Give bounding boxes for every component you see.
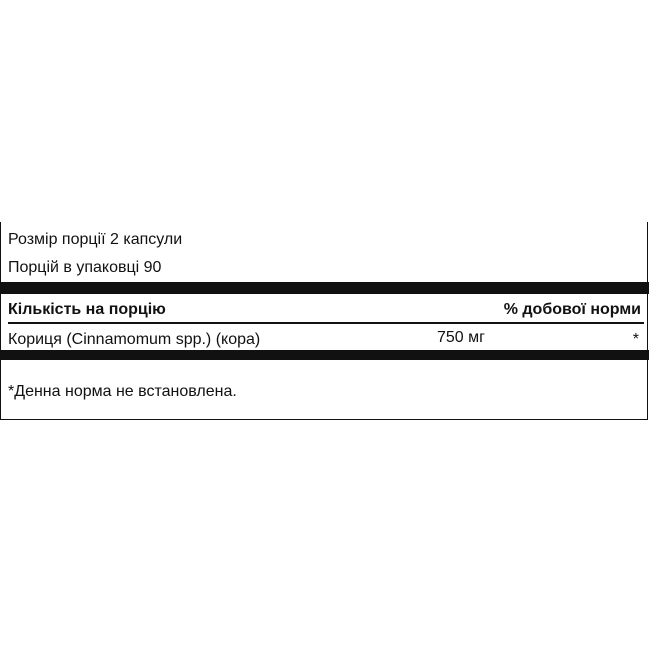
serving-size: Розмір порції 2 капсули — [8, 231, 183, 248]
thick-divider-bottom — [1, 350, 649, 360]
ingredient-dv: * — [632, 331, 639, 348]
ingredient-name: Кориця (Cinnamomum spp.) (кора) — [8, 331, 261, 348]
ingredient-amount: 750 мг — [437, 329, 485, 346]
supplement-facts-panel — [0, 222, 648, 420]
amount-per-serving-header: Кількість на порцію — [8, 301, 166, 318]
header-divider — [8, 322, 644, 324]
thick-divider-top — [1, 282, 649, 294]
daily-value-header: % добової норми — [503, 301, 641, 318]
footnote: *Денна норма не встановлена. — [8, 383, 237, 400]
servings-per-container: Порцій в упаковці 90 — [8, 259, 162, 276]
